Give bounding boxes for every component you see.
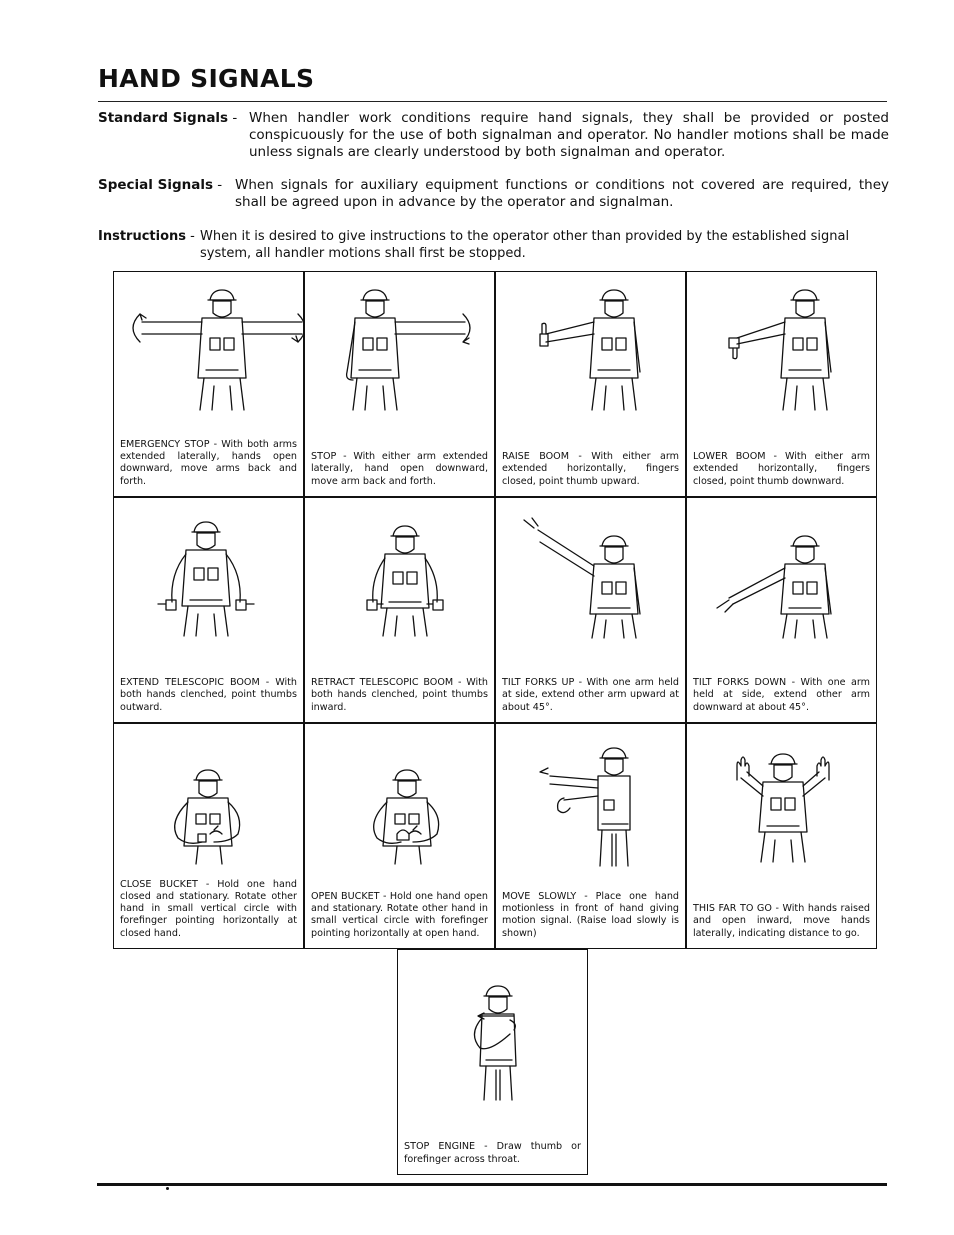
- signal-caption: MOVE SLOWLY - Place one hand motionless in front of hand giving motion signal. (Raise load slowly is shown): [502, 890, 679, 939]
- signal-caption: TILT FORKS UP - With one arm held at side, extend other arm upward at about 45°.: [502, 677, 679, 713]
- signal-caption: EMERGENCY STOP - With both arms extended laterally, hands open downward, move arms back and forth.: [120, 438, 297, 487]
- footer-dot: [166, 1187, 169, 1190]
- standard-signals-text: When handler work conditions require hand signals, they shall be provided or posted conspicuously for the use of both signalman and operator. No handler motions shall be made unless signals are clearly understood by both signalman and operator.: [249, 110, 889, 160]
- worker-move-slowly-icon: [504, 730, 679, 880]
- special-signals-text: When signals for auxiliary equipment functions or conditions not covered are required, they shall be agreed upon in advance by the operator and signalman.: [235, 177, 889, 210]
- standard-signals-paragraph: [98, 110, 890, 164]
- special-signals-paragraph: [98, 177, 890, 213]
- worker-thumb-up-icon: [504, 278, 679, 428]
- worker-thumb-down-icon: [695, 278, 870, 428]
- worker-open-bucket-icon: [313, 730, 488, 880]
- special-signals-term: Special Signals -: [98, 177, 223, 193]
- instructions-text: When it is desired to give instructions to the operator other than provided by the established signal system, all handler motions shall first be stopped.: [200, 229, 850, 261]
- signal-caption: RAISE BOOM - With either arm extended horizontally, fingers closed, point thumb upward.: [502, 451, 679, 487]
- signal-caption: CLOSE BUCKET - Hold one hand closed and stationary. Rotate other hand in small vertical circle with forefinger pointing horizontally at closed hand.: [120, 878, 297, 939]
- signal-caption: THIS FAR TO GO - With hands raised and open inward, move hands laterally, indicating distance to go.: [693, 903, 870, 939]
- signal-raise-boom: [495, 271, 686, 497]
- signal-caption: TILT FORKS DOWN - With one arm held at side, extend other arm downward at about 45°.: [693, 677, 870, 713]
- signal-retract-telescopic-boom: [304, 497, 495, 723]
- worker-hands-raised-icon: [695, 730, 870, 880]
- page-title: HAND SIGNALS: [98, 64, 315, 93]
- signal-stop-engine: [397, 949, 588, 1175]
- signal-extend-telescopic-boom: [113, 497, 304, 723]
- signal-caption: OPEN BUCKET - Hold one hand open and stationary. Rotate other hand in small vertical circle with forefinger pointing horizontally at open hand.: [311, 890, 488, 939]
- standard-signals-term: Standard Signals -: [98, 110, 238, 126]
- footer-rule: [97, 1183, 887, 1186]
- worker-arm-down-45-icon: [695, 504, 870, 654]
- worker-arm-out-right-icon: [313, 278, 488, 428]
- signal-caption: STOP - With either arm extended laterally, hand open downward, move arm back and forth.: [311, 451, 488, 487]
- signal-close-bucket: [113, 723, 304, 949]
- worker-thumb-across-throat-icon: [406, 956, 581, 1106]
- signal-caption: EXTEND TELESCOPIC BOOM - With both hands clenched, point thumbs outward.: [120, 677, 297, 713]
- signal-open-bucket: [304, 723, 495, 949]
- instructions-term: Instructions -: [98, 229, 195, 244]
- worker-thumbs-out-icon: [122, 504, 297, 654]
- signal-this-far-to-go: [686, 723, 877, 949]
- worker-arm-up-45-icon: [504, 504, 679, 654]
- signal-lower-boom: [686, 271, 877, 497]
- signal-caption: LOWER BOOM - With either arm extended horizontally, fingers closed, point thumb downward.: [693, 451, 870, 487]
- signal-move-slowly: [495, 723, 686, 949]
- signal-tilt-forks-up: [495, 497, 686, 723]
- signal-caption: RETRACT TELESCOPIC BOOM - With both hands clenched, point thumbs inward.: [311, 677, 488, 713]
- worker-thumbs-in-icon: [313, 504, 488, 654]
- worker-close-bucket-icon: [122, 730, 297, 880]
- signal-tilt-forks-down: [686, 497, 877, 723]
- worker-arms-out-both-icon: [122, 278, 297, 428]
- signal-emergency-stop: [113, 271, 304, 497]
- title-divider: [98, 101, 887, 102]
- signal-stop: [304, 271, 495, 497]
- instructions-paragraph: [98, 228, 870, 264]
- signal-caption: STOP ENGINE - Draw thumb or forefinger across throat.: [404, 1141, 581, 1165]
